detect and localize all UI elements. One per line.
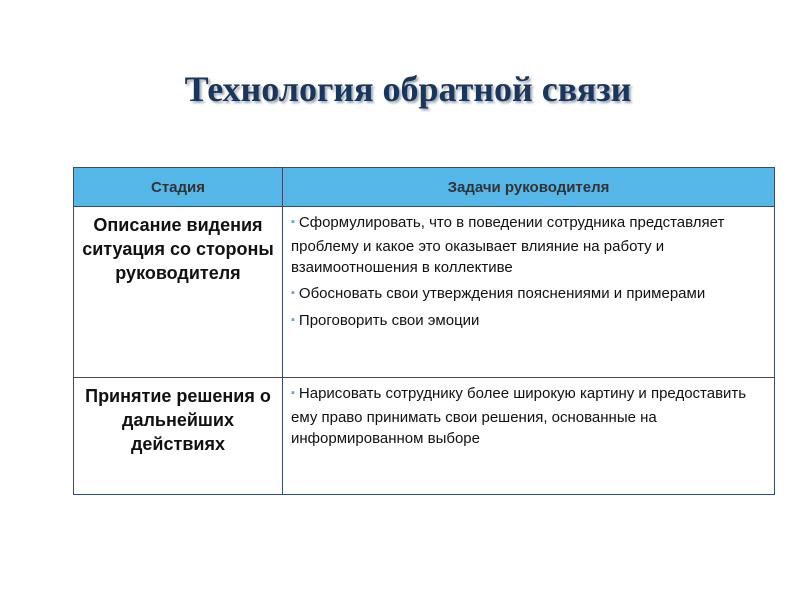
- task-item: [291, 212, 768, 279]
- table-row: [74, 378, 775, 495]
- table-header-row: [74, 168, 775, 207]
- task-item: [291, 310, 768, 334]
- task-text: Проговорить свои эмоции: [298, 312, 480, 329]
- header-tasks: Задачи руководителя: [283, 168, 775, 207]
- square-bullet-icon: ▪: [291, 314, 295, 326]
- header-stage: Стадия: [74, 168, 283, 207]
- slide-title: Технология обратной связи: [184, 69, 632, 109]
- stage-cell: Описание видения ситуация со стороны руководителя: [74, 207, 283, 378]
- tasks-cell: [283, 378, 775, 495]
- stage-cell: Принятие решения о дальнейших действиях: [74, 378, 283, 495]
- feedback-table: [73, 167, 775, 495]
- task-item: [291, 283, 768, 307]
- tasks-cell: [283, 207, 775, 378]
- table-row: [74, 207, 775, 378]
- square-bullet-icon: ▪: [291, 216, 295, 228]
- square-bullet-icon: ▪: [291, 286, 295, 299]
- square-bullet-icon: ▪: [291, 387, 295, 399]
- task-text: Обосновать свои утверждения пояснениями и примерами: [298, 284, 706, 302]
- task-text: Нарисовать сотруднику более широкую картину и предоставить ему право принимать свои решения, основанные на информированном выборе: [291, 385, 747, 447]
- task-item: [291, 383, 768, 450]
- task-text: Сформулировать, что в поведении сотрудника представляет проблему и какое это оказывает влияние на работу и взаимоотношения в коллективе: [291, 214, 725, 276]
